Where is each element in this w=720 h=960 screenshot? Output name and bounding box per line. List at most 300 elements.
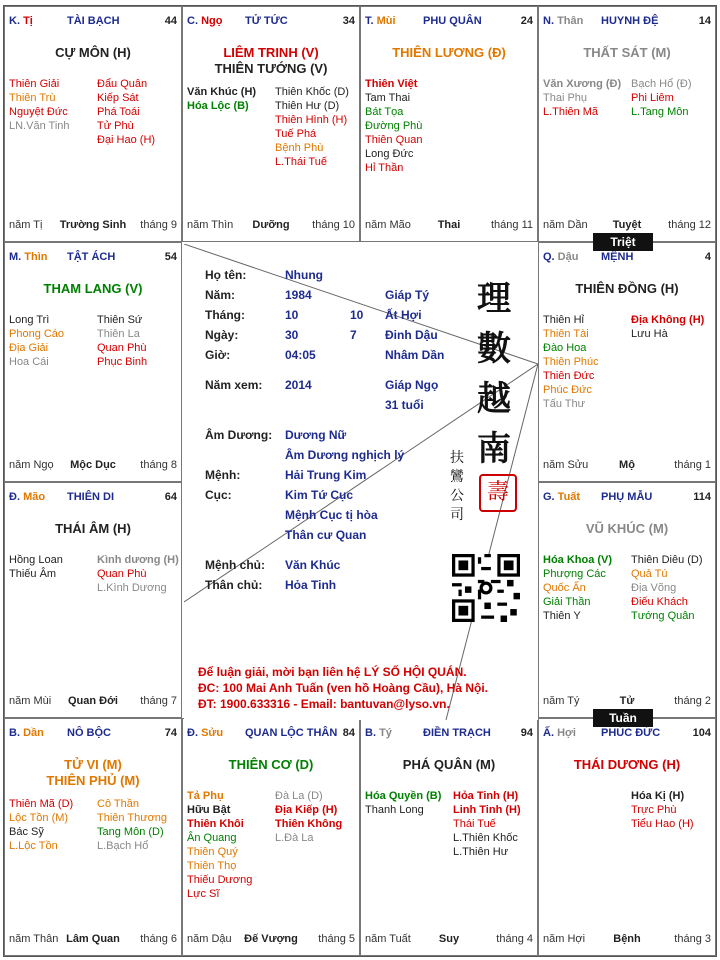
minor-star: Ân Quang <box>187 832 237 844</box>
minor-star: Linh Tinh (H) <box>453 804 521 816</box>
palace-age: 104 <box>692 727 711 739</box>
palace-year: năm Thìn <box>187 219 234 231</box>
left-star-list <box>365 77 422 175</box>
right-star-list <box>275 85 349 169</box>
palace-header <box>187 15 355 29</box>
right-star-list <box>631 553 703 623</box>
day-lunar: 7 <box>350 328 357 342</box>
palace-footer <box>9 695 177 709</box>
main-star: THIÊN PHỦ (M) <box>46 773 140 788</box>
minor-star: Thiên Khôi <box>187 818 244 830</box>
right-star-list <box>453 789 521 859</box>
palace-header <box>543 15 711 29</box>
view-year-label: Năm xem: <box>205 378 263 392</box>
calligraphy-title <box>469 274 519 474</box>
sub-calligraphy-char: 公 <box>450 488 464 504</box>
minor-star: Phá Toái <box>97 106 140 118</box>
palace-footer <box>187 933 355 947</box>
palace-name: HUYNH ĐỆ <box>601 15 659 27</box>
main-stars <box>5 45 181 61</box>
minor-star: Đào Hoa <box>543 342 587 354</box>
palace-stage: Mộ <box>619 459 635 471</box>
palace-stage: Dưỡng <box>252 219 290 231</box>
palace-header <box>187 727 355 741</box>
year-label: Năm: <box>205 288 236 302</box>
palace-mui <box>360 6 538 242</box>
main-stars <box>539 757 715 773</box>
right-star-list <box>97 553 179 595</box>
minor-star: Đại Hao (H) <box>97 134 156 146</box>
right-star-list <box>97 313 147 369</box>
palace-footer <box>187 219 355 233</box>
minor-star: Giải Thần <box>543 596 591 608</box>
palace-stage: Thai <box>437 219 461 231</box>
view-year-canchi: Giáp Ngọ <box>385 378 439 392</box>
right-star-list <box>631 313 704 341</box>
minor-star: Địa Giải <box>9 342 49 354</box>
menh-label: Mệnh: <box>205 468 241 482</box>
palace-dan <box>4 718 182 956</box>
palace-age: 44 <box>164 15 177 27</box>
main-stars <box>183 45 359 77</box>
minor-star: Thiên Hư (D) <box>275 100 340 112</box>
minor-star: Thiên Sứ <box>97 314 143 326</box>
palace-branch: Đ. Mão <box>9 491 46 503</box>
calligraphy-subtitle <box>450 449 472 525</box>
minor-star: Hữu Bật <box>187 804 231 816</box>
main-stars <box>539 521 715 537</box>
month-lunar: 10 <box>350 308 364 322</box>
palace-dau <box>538 242 716 482</box>
palace-month: tháng 1 <box>674 459 711 471</box>
minor-star: Thiên Hình (H) <box>275 114 348 126</box>
minor-star: L.Thiên Hư <box>453 846 509 858</box>
name-label: Họ tên: <box>205 268 247 282</box>
minor-star: Quan Phù <box>97 568 147 580</box>
palace-age: 74 <box>164 727 177 739</box>
menh-value: Hải Trung Kim <box>285 468 367 482</box>
contact-line-1: Để luận giải, mời bạn liên hệ LÝ SỐ HỘI QUÁN. <box>198 665 467 679</box>
minor-star: Thiếu Dương <box>187 874 253 886</box>
main-stars <box>183 757 359 773</box>
palace-month: tháng 10 <box>312 219 355 231</box>
minor-star: Thiên Thọ <box>187 860 237 872</box>
minor-star: Thiên Đức <box>543 370 595 382</box>
palace-branch: Ấ. Hợi <box>543 727 576 739</box>
palace-age: 24 <box>520 15 533 27</box>
palace-age: 4 <box>704 251 711 263</box>
hour-canchi: Nhâm Dần <box>385 348 445 362</box>
palace-year: năm Tị <box>9 219 43 231</box>
minor-star: Thiên Quý <box>187 846 238 858</box>
minor-star: Thiên Giải <box>9 78 60 90</box>
main-star: THẤT SÁT (M) <box>583 45 671 60</box>
palace-branch: N. Thân <box>543 15 584 27</box>
palace-name: PHÚC ĐỨC <box>601 727 661 739</box>
minor-star: Quả Tú <box>631 568 668 580</box>
palace-year: năm Tuất <box>365 933 411 945</box>
palace-mao <box>4 482 182 718</box>
minor-star: Thiên Hỉ <box>543 314 584 326</box>
palace-footer <box>365 219 533 233</box>
left-star-list <box>9 797 73 853</box>
main-stars <box>5 521 181 537</box>
minor-star: Điếu Khách <box>631 596 688 608</box>
minor-star: Thiên Khốc (D) <box>275 86 349 98</box>
palace-year: năm Mùi <box>9 695 52 707</box>
palace-stage: Trường Sinh <box>59 219 127 231</box>
minor-star: Hóa Khoa (V) <box>543 554 613 566</box>
palace-name: THIÊN DI <box>67 491 115 503</box>
minor-star: L.Tang Môn <box>631 106 689 118</box>
cuc-label: Cục: <box>205 488 232 502</box>
minor-star: L.Thiên Khốc <box>453 832 518 844</box>
minor-star: Thiên La <box>97 328 140 340</box>
main-star: THIÊN ĐỒNG (H) <box>575 281 679 296</box>
palace-footer <box>365 933 533 947</box>
palace-header <box>9 251 177 265</box>
palace-stage: Đế Vượng <box>244 933 298 945</box>
palace-footer <box>9 933 177 947</box>
palace-stage: Lâm Quan <box>66 933 120 945</box>
minor-star: Thiên Diêu (D) <box>631 554 703 566</box>
palace-name: MỆNH <box>601 251 634 263</box>
minor-star: L.Lộc Tồn <box>9 840 58 852</box>
minor-star: Địa Võng <box>631 582 677 594</box>
contact-line-2: ĐC: 100 Mai Anh Tuấn (ven hồ Hoàng Cầu), Hà Nội. <box>198 681 489 695</box>
palace-footer <box>543 695 711 709</box>
minor-star: Thanh Long <box>365 804 424 816</box>
minor-star: Đường Phù <box>365 120 423 132</box>
palace-month: tháng 4 <box>496 933 533 945</box>
main-star: THIÊN TƯỚNG (V) <box>214 61 328 76</box>
palace-name: TÀI BẠCH <box>67 15 120 27</box>
minor-star: Tuế Phá <box>275 128 317 140</box>
minor-star: Quốc Ấn <box>543 582 586 594</box>
palace-header <box>543 491 711 505</box>
minor-star: Tả Phụ <box>187 790 224 802</box>
minor-star: L.Thiên Mã <box>543 106 599 118</box>
main-star: THIÊN LƯƠNG (Đ) <box>392 45 506 60</box>
palace-age: 94 <box>520 727 533 739</box>
minor-star: Thiên Quan <box>365 134 423 146</box>
palace-header <box>365 727 533 741</box>
left-star-list <box>365 789 441 817</box>
minor-star: Long Đức <box>365 148 414 160</box>
minor-star: Địa Không (H) <box>631 314 705 326</box>
amduong-value: Dương Nữ <box>285 428 347 442</box>
palace-thin <box>4 242 182 482</box>
palace-stage: Quan Đới <box>68 695 118 707</box>
palace-footer <box>543 459 711 473</box>
palace-header <box>9 15 177 29</box>
main-stars <box>539 281 715 297</box>
palace-name: TỬ TỨC <box>245 15 288 27</box>
year-value: 1984 <box>285 288 312 302</box>
calligraphy-char: 理 <box>477 279 511 319</box>
palace-branch: Q. Dậu <box>543 251 579 263</box>
minor-star: Tam Thai <box>365 92 411 104</box>
palace-header <box>365 15 533 29</box>
palace-footer <box>543 219 711 233</box>
right-star-list <box>631 77 692 119</box>
minor-star: Đà La (D) <box>275 790 323 802</box>
palace-footer <box>9 219 177 233</box>
menhchu-value: Văn Khúc <box>285 558 341 572</box>
main-star: CỰ MÔN (H) <box>55 45 131 60</box>
minor-star: Long Trì <box>9 314 50 326</box>
palace-branch: C. Ngọ <box>187 15 223 27</box>
palace-footer <box>9 459 177 473</box>
palace-age: 84 <box>342 727 355 739</box>
minor-star: Phục Binh <box>97 356 148 368</box>
hour-label: Giờ: <box>205 348 231 362</box>
palace-year: năm Ngọ <box>9 459 54 471</box>
triet-badge: Triệt <box>593 233 653 251</box>
minor-star: L.Bạch Hổ <box>97 840 149 852</box>
left-star-list <box>543 553 612 623</box>
view-year-value: 2014 <box>285 378 312 392</box>
name-value: Nhung <box>285 268 323 282</box>
palace-branch: B. Dần <box>9 727 44 739</box>
palace-header <box>543 251 711 265</box>
right-star-list <box>97 77 155 147</box>
minor-star: Kiếp Sát <box>97 92 139 104</box>
sub-calligraphy-char: 鸞 <box>450 469 464 485</box>
cuc-note: Mệnh Cục tị hòa <box>285 508 378 522</box>
main-star: LIÊM TRINH (V) <box>223 45 319 60</box>
minor-star: Hóa Kị (H) <box>631 790 685 802</box>
cuc-note2: Thân cư Quan <box>285 528 367 542</box>
palace-branch: K. Tị <box>9 15 33 27</box>
main-star: THIÊN CƠ (D) <box>228 757 314 772</box>
red-seal-stamp: 壽 <box>479 474 517 512</box>
main-star: PHÁ QUÂN (M) <box>402 757 496 772</box>
right-star-list <box>631 789 694 831</box>
palace-year: năm Tý <box>543 695 580 707</box>
minor-star: Văn Khúc (H) <box>187 86 257 98</box>
palace-footer <box>543 933 711 947</box>
palace-stage: Suy <box>438 933 460 945</box>
main-star: TỬ VI (M) <box>64 757 122 772</box>
calligraphy-char: 越 <box>477 379 511 419</box>
palace-month: tháng 2 <box>674 695 711 707</box>
minor-star: Thái Tuế <box>453 818 496 830</box>
main-star: THÁI DƯƠNG (H) <box>573 757 681 772</box>
minor-star: Thiên Y <box>543 610 581 622</box>
palace-year: năm Sửu <box>543 459 589 471</box>
thanchu-label: Thân chủ: <box>205 578 263 592</box>
palace-age: 14 <box>698 15 711 27</box>
minor-star: Thiên Việt <box>365 78 418 90</box>
minor-star: Tướng Quân <box>631 610 695 622</box>
minor-star: Hỏa Tinh (H) <box>453 790 519 802</box>
palace-name: PHU QUÂN <box>423 15 482 27</box>
left-star-list <box>9 553 63 581</box>
palace-branch: M. Thìn <box>9 251 48 263</box>
contact-line-3[interactable]: ĐT: 1900.633316 - Email: bantuvan@lyso.vn. <box>198 697 450 711</box>
palace-branch: G. Tuất <box>543 491 581 503</box>
cuc-value: Kim Tứ Cục <box>285 488 354 502</box>
palace-branch: T. Mùi <box>365 15 396 27</box>
minor-star: Thiên Phúc <box>543 356 599 368</box>
palace-month: tháng 12 <box>668 219 711 231</box>
palace-name: QUAN LỘC THÂN <box>245 727 338 739</box>
main-stars <box>5 757 181 789</box>
qr-code-icon[interactable] <box>452 554 520 622</box>
palace-age: 114 <box>693 491 711 503</box>
minor-star: Bạch Hổ (Đ) <box>631 78 692 90</box>
palace-month: tháng 9 <box>140 219 177 231</box>
minor-star: Phúc Đức <box>543 384 592 396</box>
left-star-list <box>187 85 256 113</box>
minor-star: Lưu Hà <box>631 328 668 340</box>
minor-star: Địa Kiếp (H) <box>275 804 338 816</box>
day-label: Ngày: <box>205 328 239 342</box>
left-star-list <box>9 313 64 369</box>
palace-age: 64 <box>164 491 177 503</box>
palace-header <box>9 491 177 505</box>
left-star-list <box>187 789 252 901</box>
palace-header <box>543 727 711 741</box>
palace-month: tháng 11 <box>490 219 533 231</box>
main-star: THÁI ÂM (H) <box>55 521 131 536</box>
calligraphy-char: 數 <box>477 329 511 369</box>
day-value: 30 <box>285 328 299 342</box>
main-star: THAM LANG (V) <box>43 281 143 296</box>
minor-star: Bát Tọa <box>365 106 404 118</box>
minor-star: Thiên Trù <box>9 92 56 104</box>
thanchu-value: Hỏa Tinh <box>285 578 337 592</box>
main-stars <box>361 45 537 61</box>
menhchu-label: Mệnh chủ: <box>205 558 265 572</box>
minor-star: Quan Phù <box>97 342 147 354</box>
palace-ngo <box>182 6 360 242</box>
minor-star: Tấu Thư <box>543 398 586 410</box>
tuan-badge: Tuần <box>593 709 653 727</box>
minor-star: Hoa Cái <box>9 356 49 368</box>
sub-calligraphy-char: 司 <box>450 507 464 523</box>
palace-month: tháng 6 <box>140 933 177 945</box>
minor-star: L.Đà La <box>275 832 314 844</box>
minor-star: Hóa Quyền (B) <box>365 790 442 802</box>
minor-star: Thiên Không <box>275 818 343 830</box>
palace-month: tháng 5 <box>318 933 355 945</box>
minor-star: L.Kình Dương <box>97 582 167 594</box>
minor-star: Trực Phù <box>631 804 677 816</box>
tuvi-chart <box>3 5 717 957</box>
minor-star: Thiên Thương <box>97 812 168 824</box>
palace-age: 34 <box>342 15 355 27</box>
view-age: 31 tuổi <box>385 398 424 412</box>
palace-age: 54 <box>164 251 177 263</box>
palace-stage: Bệnh <box>613 933 641 945</box>
palace-ti <box>4 6 182 242</box>
palace-name: PHỤ MẪU <box>601 491 653 503</box>
minor-star: Thiên Mã (D) <box>9 798 74 810</box>
palace-month: tháng 3 <box>674 933 711 945</box>
minor-star: Tử Phù <box>97 120 134 132</box>
palace-year: năm Hợi <box>543 933 586 945</box>
right-star-list <box>275 789 342 845</box>
palace-year: năm Thân <box>9 933 59 945</box>
minor-star: Lực Sĩ <box>187 888 220 900</box>
palace-month: tháng 8 <box>140 459 177 471</box>
minor-star: Tiểu Hao (H) <box>631 818 694 830</box>
month-canchi: Ất Hợi <box>385 308 422 322</box>
palace-branch: B. Tý <box>365 727 392 739</box>
palace-stage: Tuyệt <box>612 219 642 231</box>
hour-value: 04:05 <box>285 348 316 362</box>
minor-star: Kình dương (H) <box>97 554 179 566</box>
minor-star: Hỉ Thần <box>365 162 404 174</box>
minor-star: Bệnh Phù <box>275 142 324 154</box>
minor-star: Hóa Lộc (B) <box>187 100 249 112</box>
month-label: Tháng: <box>205 308 245 322</box>
palace-year: năm Dần <box>543 219 588 231</box>
palace-header <box>9 727 177 741</box>
minor-star: Nguyệt Đức <box>9 106 68 118</box>
palace-tuat <box>538 482 716 718</box>
minor-star: Phong Cáo <box>9 328 65 340</box>
minor-star: L.Thái Tuế <box>275 156 327 168</box>
main-stars <box>5 281 181 297</box>
amduong-label: Âm Dương: <box>205 428 273 442</box>
minor-star: Thiên Tài <box>543 328 589 340</box>
palace-year: năm Dậu <box>187 933 232 945</box>
amduong-note: Âm Dương nghịch lý <box>285 448 405 462</box>
palace-stage: Mộc Dục <box>70 459 116 471</box>
palace-year: năm Mão <box>365 219 411 231</box>
minor-star: Cô Thần <box>97 798 139 810</box>
left-star-list <box>543 77 621 119</box>
sub-calligraphy-char: 扶 <box>450 450 464 466</box>
left-star-list <box>543 313 599 411</box>
day-canchi: Đinh Dậu <box>385 328 438 342</box>
minor-star: Tang Môn (D) <box>97 826 164 838</box>
center-info-panel <box>184 244 538 720</box>
palace-month: tháng 7 <box>140 695 177 707</box>
minor-star: Hồng Loan <box>9 554 63 566</box>
minor-star: Bác Sỹ <box>9 826 44 838</box>
palace-than <box>538 6 716 242</box>
palace-name: TẬT ÁCH <box>67 251 116 263</box>
minor-star: Văn Xương (Đ) <box>543 78 622 90</box>
minor-star: Thiếu Âm <box>9 568 57 580</box>
palace-suu <box>182 718 360 956</box>
palace-stage: Tử <box>619 695 635 707</box>
minor-star: Đẩu Quân <box>97 78 148 90</box>
palace-name: NÔ BỘC <box>67 727 111 739</box>
right-star-list <box>97 797 167 853</box>
palace-name: ĐIỀN TRẠCH <box>423 727 491 739</box>
minor-star: Lộc Tồn (M) <box>9 812 69 824</box>
palace-ty <box>360 718 538 956</box>
minor-star: Phượng Các <box>543 568 606 580</box>
minor-star: Thai Phụ <box>543 92 588 104</box>
year-canchi: Giáp Tý <box>385 288 430 302</box>
minor-star: LN.Văn Tinh <box>9 120 70 132</box>
month-value: 10 <box>285 308 299 322</box>
minor-star: Phi Liêm <box>631 92 674 104</box>
palace-hoi <box>538 718 716 956</box>
palace-branch: Đ. Sửu <box>187 727 224 739</box>
main-star: VŨ KHÚC (M) <box>585 521 669 536</box>
left-star-list <box>9 77 70 133</box>
main-stars <box>361 757 537 773</box>
main-stars <box>539 45 715 61</box>
calligraphy-char: 南 <box>477 429 511 469</box>
